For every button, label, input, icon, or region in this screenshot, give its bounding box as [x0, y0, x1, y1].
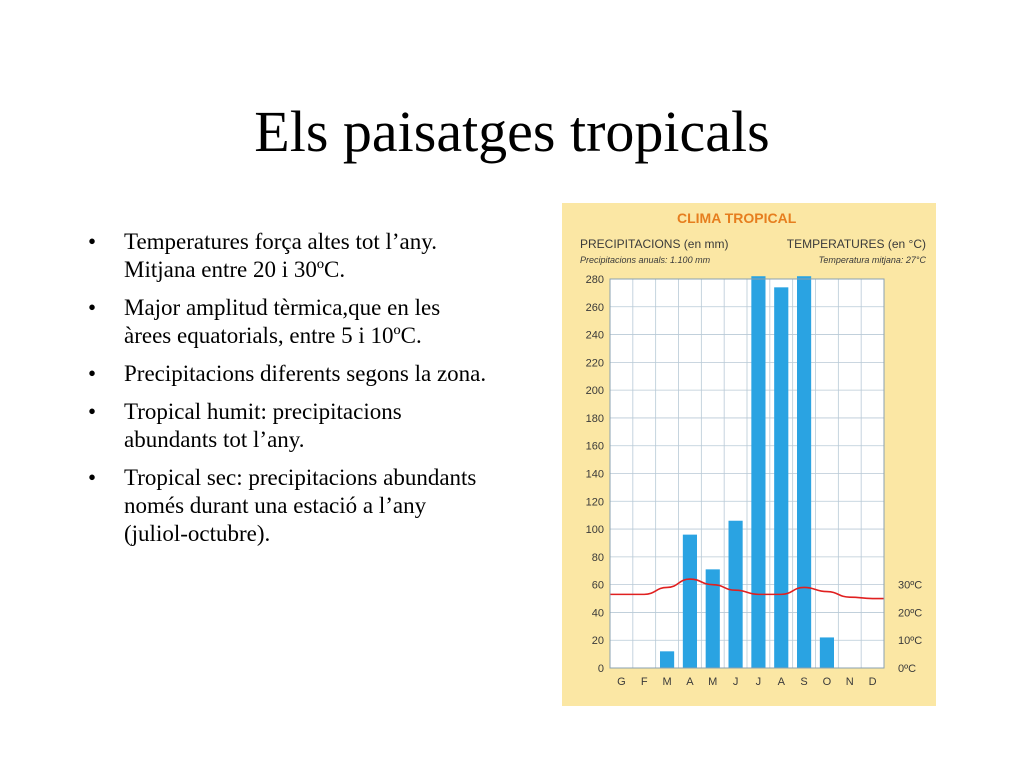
- x-tick-label: D: [868, 676, 877, 688]
- bullet-icon: •: [88, 465, 97, 490]
- y-right-tick-label: 20ºC: [898, 607, 923, 620]
- bullet-text: Major amplitud tèrmica,que en les àrees equatorials, entre 5 i 10ºC.: [124, 295, 441, 348]
- bullet-list: [88, 228, 488, 558]
- x-tick-label: A: [686, 676, 694, 688]
- bullet-text: Tropical humit: precipitacions abundants tot l’any.: [124, 399, 402, 452]
- precipitation-bar: [683, 535, 697, 668]
- bullet-item: [88, 294, 488, 350]
- x-tick-label: A: [777, 676, 785, 688]
- bullet-text: Precipitacions diferents segons la zona.: [124, 361, 487, 386]
- x-tick-label: J: [732, 676, 739, 688]
- y-left-tick-label: 100: [585, 524, 604, 537]
- precipitation-bar: [774, 287, 788, 668]
- bullet-icon: •: [88, 399, 97, 424]
- slide-title: Els paisatges tropicals: [254, 99, 770, 164]
- y-right-tick-label: 10ºC: [898, 635, 923, 648]
- y-left-tick-label: 220: [585, 357, 604, 370]
- precipitation-bar: [751, 276, 765, 668]
- y-right-tick-label: 30ºC: [898, 579, 923, 592]
- y-left-tick-label: 120: [585, 496, 604, 509]
- y-left-tick-label: 20: [591, 635, 604, 648]
- climate-chart: [562, 203, 936, 706]
- y-left-tick-label: 240: [585, 329, 604, 342]
- precipitation-bar: [660, 651, 674, 668]
- bullet-item: [88, 228, 488, 284]
- precipitation-bar: [820, 637, 834, 668]
- bullet-icon: •: [88, 361, 97, 386]
- y-left-tick-label: 260: [585, 301, 604, 314]
- x-tick-label: G: [617, 676, 626, 688]
- bullet-item: [88, 398, 488, 454]
- y-left-tick-label: 200: [585, 385, 604, 398]
- bullet-item: [88, 360, 488, 388]
- x-tick-label: J: [755, 676, 762, 688]
- y-left-tick-label: 180: [585, 412, 604, 425]
- y-left-tick-label: 140: [585, 468, 604, 481]
- x-tick-label: N: [845, 676, 854, 688]
- y-left-tick-label: 60: [591, 579, 604, 592]
- climate-chart-svg: [562, 203, 936, 706]
- bullet-text: Tropical sec: precipitacions abundants només durant una estació a l’any (juliol-octubre).: [124, 465, 477, 546]
- temperature-subheader: Temperatura mitjana: 27°C: [818, 255, 926, 265]
- y-left-tick-label: 280: [585, 274, 604, 286]
- x-tick-label: F: [640, 676, 648, 688]
- x-tick-label: S: [800, 676, 808, 688]
- precipitation-header: PRECIPITACIONS (en mm): [580, 237, 729, 251]
- bullet-text: Temperatures força altes tot l’any. Mitjana entre 20 i 30ºC.: [124, 229, 438, 282]
- bullet-item: [88, 464, 488, 548]
- y-left-tick-label: 0: [597, 663, 604, 675]
- y-left-tick-label: 40: [591, 607, 604, 620]
- y-left-tick-label: 80: [591, 551, 604, 564]
- y-left-tick-label: 160: [585, 440, 604, 453]
- bullet-icon: •: [88, 229, 97, 254]
- temperature-header: TEMPERATURES (en °C): [786, 237, 926, 251]
- x-tick-label: M: [662, 676, 672, 688]
- precipitation-subheader: Precipitacions anuals: 1.100 mm: [580, 255, 711, 265]
- x-tick-label: O: [822, 676, 832, 688]
- bullet-icon: •: [88, 295, 97, 320]
- precipitation-bar: [797, 276, 811, 668]
- y-right-tick-label: 0ºC: [898, 663, 917, 675]
- chart-title: CLIMA TROPICAL: [677, 210, 797, 226]
- x-tick-label: M: [708, 676, 718, 688]
- precipitation-bar: [729, 521, 743, 668]
